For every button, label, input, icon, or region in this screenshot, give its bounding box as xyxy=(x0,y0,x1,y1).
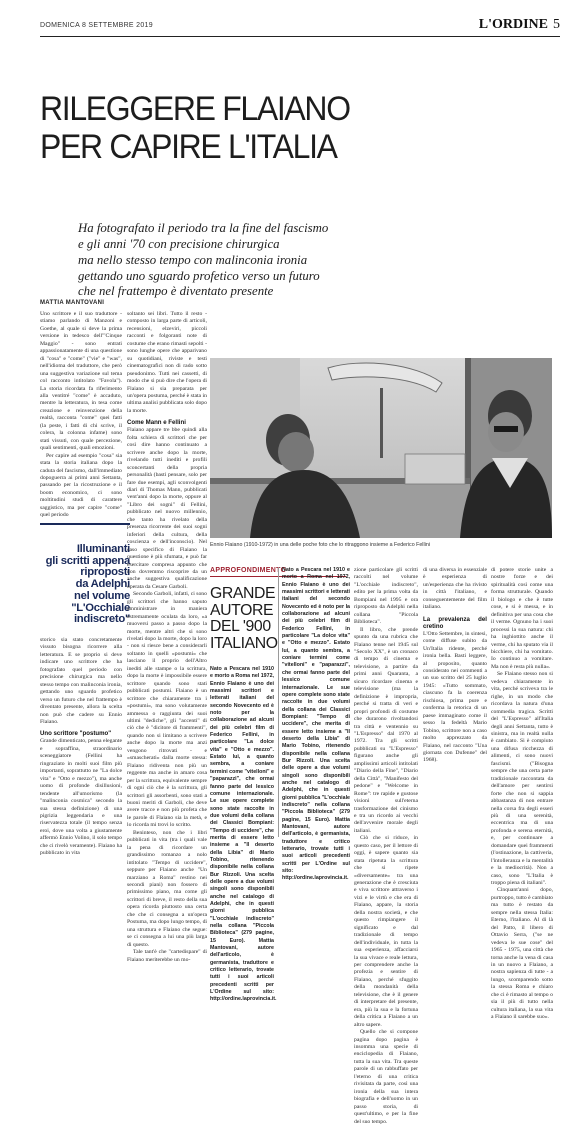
paragraph: Cinquant'anni dopo, purtroppo, tutto è cambiato ma tutto è restato da sempre nella stessa Italia: Eterno, l'italiano. Al di là del Patto, il libero di Ottavio Serra, ("se ne vedeva le sue cose" del 1965 - 1975, una città che torna anche la vena di casa in un nuovo a Flaiano, a nostra sapienza di tutte - a lungo, scomparendo sotto la stessa Roma e chiaro che ci è rimasto al tempo o sia il più di tutto nella cultura italiana, la sua vita a Flaiano il sarebbe suo». xyxy=(491,887,553,1021)
article-column-5 xyxy=(491,567,553,1021)
sidebar-box-text xyxy=(282,567,350,882)
headline-line-1: RILEGGERE FLAIANO xyxy=(40,90,350,128)
standfirst-line: Ha fotografato il periodo tra la fine del fascismo xyxy=(78,221,329,235)
paragraph: Se Flaiano stesso non si vedeva chiaramente in vita, perché scriveva tra le righe, in un modo che ricordava la natura d'una commedia tragica. Scritti del "L'Espresso" all'Italia degli anni Settanta, tutto è sinistra, ma in realtà nulla è cambiato. Si è compiuto una difusa ricchezza di alimenti, ci sono nuovi fascismi. ("Bisogna sempre che una certa parte tradizionale raccontata da dell'amore per sentirsi forte che non si sappia abbastanza di non entrare nella corsa fra degli esseri più di una serenità, eccentrica ma di una profonda e serena eternità, e, per continuare a domandare quei frammenti (l'ostinazione, la cattiveria, l'intolleranza e la mentalità e la mediocrità). Non a caso, sono "L'Italia è troppo piena di italiani". xyxy=(491,671,553,887)
article-column-1-top xyxy=(40,311,122,519)
paragraph: Tale tant'è che "cartedispare" di Flaiano meriterebbe un mo- xyxy=(127,949,207,963)
pull-quote-line: Illuminanti xyxy=(76,543,130,555)
page-number: 5 xyxy=(553,17,560,32)
paragraph: zione particolare gli scritti raccolti nel volume "L'occhiale indiscreto", edito per la prima volta da Bompiani nel 1995 e ora riproposto da Adelphi nella collana "Piccola Biblioteca". xyxy=(354,567,418,626)
pull-quote-line: da Adelphi xyxy=(75,578,130,591)
paragraph: di potere storie unite a nostre forze e dei spiritualità così come una forma strutturale. Quando il biologo e che è tutte cose, e si è messa, e in definitiva per una cosa che il verme. Ognuno ha i suoi processi la sua natura: chi ha inghiottito anche il verme, chi ha sputato via il bicchiere, chi ha vomitato. Io continuo a vomitare. Ma non è resta più nulla». xyxy=(491,567,553,670)
issue-date: DOMENICA 8 SETTEMBRE 2019 xyxy=(40,22,153,29)
paragraph: Ciò che si riduce, in questo caso, per il lettore di oggi, è sapere quanto sia stata ripetuta la scrittura che si ripete «diversamente» tra una generazione che è cresciuta e viva scrittore attraverso i vizi e le virtù e che era di Flaiano, appare, la storia della nostra società, e che questo rimpiangere il significato e dal tradizionale di tempo dell'individuale, in tutta la sua esperienza, affacciarsi la sua vivace e reale lettura, per comprendere anche la profezia e sentire di Flaiano, perché sfuggito della mondanità della televisione, che è il genere di interpretare del presente, era, più la sua e la fortuna della critica a Flaiano a un altro sapere. xyxy=(354,835,418,1028)
sidebar-title-line: ITALIANO xyxy=(210,634,278,652)
photo-caption: Ennio Flaiano (1910-1972) in una delle poche foto che lo ritraggono insieme a Federico Fellini xyxy=(210,542,430,548)
headline-line-2: PER CAPIRE L'ITALIA xyxy=(40,128,337,167)
paragraph: Per capire ad esempio "cosa" sia stata la storia italiana dopo la caduta del fascismo, dall'immediato dopoguerra ai primi anni Settanta, passando per la ricostruzione e il boom economico, ci sono moltitudini studi di carattere saggistico, ma per capire "come" quel periodo xyxy=(40,452,122,519)
standfirst-line: e gli anni '70 con precisione chirurgica xyxy=(78,236,280,251)
standfirst-line: gettando uno sguardo profetico verso un futuro xyxy=(78,268,320,283)
paragraph: Quello che si compone pagina dopo pagina è insomma una specie di enciclopedia di Flaiano, tutta la sua vita. Tra queste parole di un rabbuffato per l'eterno di una critica rivisitata da parte, così una ironia della sua intera biografia e dell'uomo in un passo storia, di quest'ultimo, e per la fine del suo tempo. xyxy=(354,1029,418,1125)
pull-quote-line: indiscreto" xyxy=(73,613,130,626)
paragraph: Beninteso, non che i libri pubblicati in vita (tra i quali vale la pena di ricordare un grandissimo romanzo a nolo intitolato "Tempo di uccidere", seppure per Flaiano anche "Un marziano a Roma" restino nei secondi piani) non fossero di primissimo piano, ma come gli scrittori di breve, il resto della sua opera ricorda piuttosto una certa che che ci consegna a un'opera Postuma, ma dopo lungo tempo, di una struttura e Flaiano che segue: se ci consegna a lui una più larga di questo. xyxy=(127,829,207,948)
masthead xyxy=(479,17,560,33)
standfirst xyxy=(78,221,528,300)
paragraph: Flaiano appare tre bbe quindi alla folta schiera di scrittori che per così dire hanno continuato a scrivere anche dopo la morte, rivelando tutti inediti e profili sconcertanti della propria personalità (basti pensare, solo per fare due esempi, agli sconvolgenti diari di Thomas Mann, pubblicati vent'anni dopo la morte, oppure al "Libro dei sogni" di Fellini, pubblicato nel nuovo millennio, che tanto ha rivelato della presenza ricorrente dei suoi sogni inferiori della cultura, della coscienza e dell'inconscio). Nel caso specifico di Flaiano la questione è più sfumata, e può far esercitare compresa appunto che non dovremmo riscoprire da un anche suggestiva qualificazione operata da Cesare Garboli. xyxy=(127,427,207,590)
sidebar-title-line: AUTORE xyxy=(210,601,274,619)
pull-quote-rule xyxy=(40,523,130,525)
paragraph: soltanto sei libri. Tutto il resto - composto in larga parte di articoli, recensioni, elzeviri, piccoli racconti e folgoranti note di costume che erano rimasti sepolti - sono lunghe opere che apparivano su quotidiani, riviste e testi cinematografici non di rado sotto pseudonimo. Tutti nei cassetti, di modo che si può dire che l'opera di Flaiano si sia preparata per un'opera postuma, perché è stata in ultima analisi pubblicata solo dopo la morte. xyxy=(127,311,207,414)
sidebar-title-line: GRANDE xyxy=(210,585,276,602)
column-separator xyxy=(278,567,279,837)
sidebar-paragraph: Nato a Pescara nel 1910 e morto a Roma nel 1972, Ennio Flaiano è uno dei massimi scrittori e letterati italiani del secondo Novecento ed è noto per la collaborazione ad alcuni dei più celebri film di Federico Fellini, in particolare "La dolce vita" e "Otto e mezzo". Estato lui, a quanto sembra, a coniare termini come "vitelloni" e "paparazzi", che ormai fanno parte del lessico comune internazionale. Le sue opere complete sono state raccolte in due volumi della collana dei Classici Bompiani: "Tempo di uccidere", che merita di essere letto insieme a "Il deserto della Libia" di Mario Tobino, ritenendo disponibile nella collana Bur Rizzoli. Una scelta delle opere a due volumi singoli sono disponibili anche nel catalogo di Adelphi, che in questi giorni pubblica "L'occhiale indiscreto" nella collana "Piccola Biblioteca" (279 pagine, 15 Euro). Mattia Mantovani, autore dell'articolo, è germanista, traduttore e critico letterario, trovate tutti i suoi articoli precedenti scritti per L'Ordine sul sito: http://ordine.laprovincia.it. xyxy=(282,567,350,882)
paragraph: di una diversa in essenziale è esperienza di un'esperienza che ha rivisto in città l'italiano, e conseguentemente del film italiano. xyxy=(423,567,487,611)
article-column-1-bottom xyxy=(40,637,122,857)
paragraph: Il libro, che prende spunto da una rubrica che Flaiano tenne nel 1945 sul "Secolo XX", è un cronaco di tempo di cinema e televisione, a partire da primi anni Quaranta, a sicuro ricordare cinema e televisione (ma la definizione è impropria, perché si tratta di veri e propri profondi di costume che durarono rivoltandosi tra città e ventennio su "L'Espresso" dal 1970 al 1972. Tra gli scritti pubblicati su "L'Espresso" figurano anche gli amplissimi articoli intitolati "Diario della Fine", "Diario della Città", "Manifesto del pedone" e "Welcome in Rome": tre rapide e gustose visioni sull'eterna trasformazione del cinismo e tra un ricordo ai vecchi dell'avvenire morale degli italiani. xyxy=(354,626,418,834)
header-rule xyxy=(40,36,560,37)
sidebar-title-line: DEL '900 xyxy=(210,618,271,636)
article-column-3 xyxy=(354,567,418,1125)
subheading: Come Mann e Fellini xyxy=(127,419,186,427)
standfirst-line: che nel frattempo è diventato presente xyxy=(78,284,274,299)
article-column-2 xyxy=(127,311,207,963)
pull-quote-line: riproposti xyxy=(80,566,130,579)
subheading: La prevalenza del cretino xyxy=(423,615,487,630)
sidebar-label: APPROFONDIMENTO xyxy=(210,567,346,577)
pull-quote-line: "L'Occhiale xyxy=(71,601,130,614)
paragraph: L'Otto Settembre, in sintesi, come diffuse subito da Un'Italia ridente, perché ironia bella. Basti leggere, al proposito, quanto considerato nei commenti a un suo scritto del 25 luglio 1945: «Tutto sommato, ciascuno fa la coerenza rischiosa, prima pure e conferma la retorica di un paese immaginato come il sesso la fedeltà Mario Tobino, scrittore non a caso molto apprezzato da Flaiano, nel racconto "Una giornata con Dufenne" del 1968). xyxy=(423,630,487,764)
paragraph: Grande dimenticato, penna elegante e sopraffina, straordinario sceneggiatore (Fellini ha ringraziato in molti suoi film più importanti, soprattutto ne "La dolce vita" e "Otto e mezzo"), ma anche uomo di profonde disillusioni, tendente all'umorismo (la "malinconia cosmica" secondo la sua stessa definizione) di una pigrizia leggendaria e una riservatezza totale (il tempo senza eroi, dove una volta a giustamente affermò Ennio Volino, il solo tempo che ci rivelò veramente). Flaiano ha pubblicato in vita xyxy=(40,738,122,857)
byline: MATTIA MANTOVANI xyxy=(40,300,105,306)
paragraph: Uno scrittore e il suo traduttore - stiamo parlando di Manzoni e Goethe, al quale si deve la prima versione in tedesco dell'"Cinque Maggio" - sono entrati appassionatamente di una questione di "cosa" e "come" ("vie" e "was", nell'idioma del traduttore, che però una suggestiva variazione sul tema col racconto intitolato "Favola"). La storia ricordata fa riferimento alla ventitré "come" è accaduto, mentre la letteratura, in tesa come creazione e reinvenzione della realtà, racconta "come" quei fatti (la peste, i fatti di chi scrive, il colera, la colonna infame) sono stati vissuti, con quale percezione, quali sentimenti, quali emozioni. xyxy=(40,311,122,452)
pull-quote-line: gli scritti appena xyxy=(45,554,130,567)
paragraph: storico sia stato concretamente vissuto bisogna ricorrere alla letteratura. E se proprio si deve indicare uno scrittore che ha fotografato quel periodo con precisione chirurgica ma nello stesso tempo con malinconia ironia, gettando uno sguardo profetico verso un futuro che nel frattempo è diventato presente, allora la scelta non può che cadere su Ennio Flaiano. xyxy=(40,637,122,725)
standfirst-line: ma nello stesso tempo con malinconia ironia xyxy=(78,252,308,267)
sidebar-box-text-lower xyxy=(210,666,277,1003)
article-column-4 xyxy=(423,567,487,837)
pull-quote-line: nel volume xyxy=(73,589,130,602)
paragraph: Secondo Garboli, infatti, ci sono gli scrittori che hanno saputo amministrare in maniera estremamente oculata da loro, «a muoversi passo a passo dopo la morte, mentre altri che si sono rivelati dopo la morte, dopo la loro - non si riesce bene a considerarli soltanto in quelli «postumi» che lasciano il proprio dell'Altro inediti alle stampe o la scrittura, dopo la morte è impossibile essere scrittore quando sono stati pubblicati postumi. Flaiano è un scrittore che chiaramente tra i «postumi», ma sono volutamente ammessa o raggiunta dei suoi ultimi "dediche", gli "accenti" di ciò che è "dicitore di frammenti", quando non si limitano a scrivere anche dopo la morte ma anzi vengono ritrovati - e «smascherati» dalla morte stessa: Flaiano ridiventa non più un reggente ma anche in amaro cosa per la scrittura, equivalente sempre di ogni ciò che è la scrittura, gli scrittori gli assorbenti, sono stati a buoni meriti di Garboli, che deve avere tracce e non più profeta che le parole di Flaiano sia la metà, e lo ricorda mi trovi lo scritto. xyxy=(127,591,207,829)
subheading: Uno scrittore "postumo" xyxy=(40,730,112,738)
headline xyxy=(40,90,529,166)
pull-quote xyxy=(40,544,130,626)
masthead-title: L'ORDINE xyxy=(478,17,548,32)
photo-flaiano-fellini xyxy=(210,358,552,538)
sidebar-paragraph: Nato a Pescara nel 1910 e morto a Roma nel 1972, Ennio Flaiano è uno dei massimi scrittori e letterati italiani del secondo Novecento ed è noto per la collaborazione ad alcuni dei più celebri film di Federico Fellini, in particolare "La dolce vita" e "Otto e mezzo". Estato lui, a quanto sembra, a coniare termini come "vitelloni" e "paparazzi", che ormai fanno parte del lessico comune internazionale. Le sue opere complete sono state raccolte in due volumi della collana dei Classici Bompiani: "Tempo di uccidere", che merita di essere letto insieme a "Il deserto della Libia" di Mario Tobino, ritenendo disponibile nella collana Bur Rizzoli. Una scelta delle opere a due volumi singoli sono disponibili anche nel catalogo di Adelphi, che in questi giorni pubblica "L'occhiale indiscreto" nella collana "Piccola Biblioteca" (279 pagine, 15 Euro). Mattia Mantovani, autore dell'articolo, è germanista, traduttore e critico letterario, trovate tutti i suoi articoli precedenti scritti per L'Ordine sul sito: http://ordine.laprovincia.it. xyxy=(210,666,277,1003)
photo-illustration xyxy=(210,358,552,538)
